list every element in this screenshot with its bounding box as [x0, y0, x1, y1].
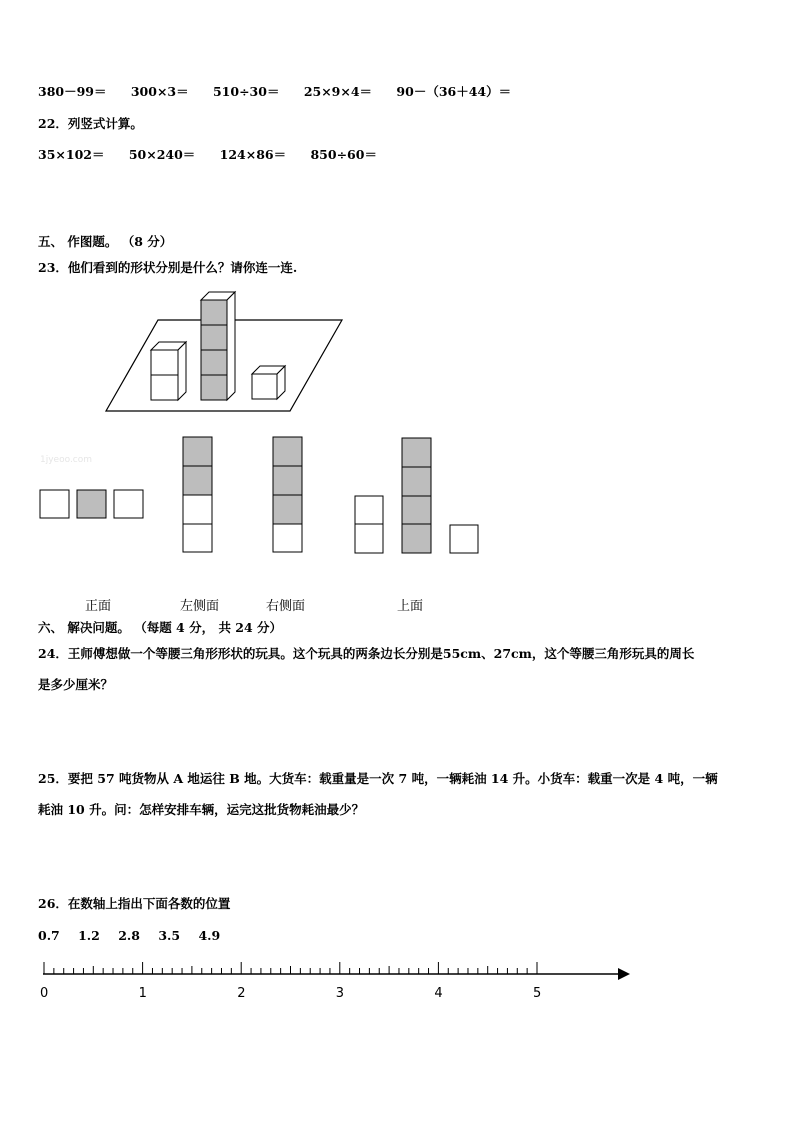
calc-item: 380－99＝	[38, 84, 107, 99]
q22-title: 22．列竖式计算。	[38, 116, 143, 131]
tall-cube-stack	[201, 292, 235, 400]
calc-item: 850÷60＝	[310, 147, 377, 162]
number-item: 1.2	[78, 928, 100, 943]
view-option-front	[40, 490, 143, 518]
number-item: 2.8	[118, 928, 140, 943]
axis-tick-label: 2	[237, 986, 246, 1001]
number-item: 0.7	[38, 928, 60, 943]
view-option-right	[273, 437, 302, 552]
view-option-top	[355, 438, 478, 553]
q25-line-1: 25．要把 57 吨货物从 A 地运往 B 地。大货车：载重量是一次 7 吨，一辆耗油 14 升。小货车：载重一次是 4 吨，一辆	[38, 771, 718, 786]
watermark: 1jyeoo.com	[40, 455, 93, 465]
axis-tick-label: 3	[335, 986, 345, 1001]
q23-title: 23．他们看到的形状分别是什么？请你连一连.	[38, 260, 298, 275]
axis-tick-label: 5	[533, 986, 542, 1001]
calc-item: 90－（36＋44）＝	[396, 84, 512, 99]
single-cube	[252, 366, 285, 399]
label-front: 正面	[85, 599, 112, 614]
label-top: 上面	[397, 599, 424, 614]
calc-item: 25×9×4＝	[303, 84, 373, 99]
number-item: 3.5	[158, 928, 181, 943]
axis-tick-label: 4	[434, 986, 443, 1001]
label-left-side: 左侧面	[180, 599, 220, 614]
axis-tick-label: 1	[138, 986, 147, 1001]
q26-title: 26．在数轴上指出下面各数的位置	[38, 896, 231, 911]
number-item: 4.9	[198, 928, 221, 943]
section-5-heading: 五、 作图题。 （8 分）	[38, 234, 173, 249]
axis-tick-label: 0	[40, 986, 49, 1001]
calc-item: 50×240＝	[128, 147, 196, 162]
number-line	[43, 962, 630, 980]
calc-item: 124×86＝	[219, 147, 287, 162]
arrow-head-icon	[618, 968, 630, 980]
label-right-side: 右侧面	[266, 599, 306, 614]
view-option-left	[183, 437, 212, 552]
calc-item: 35×102＝	[38, 147, 105, 162]
calc-item: 510÷30＝	[212, 84, 280, 99]
calc-item: 300×3＝	[130, 84, 189, 99]
q26-numbers	[38, 928, 220, 944]
q25-line-2: 耗油 10 升。问：怎样安排车辆，运完这批货物耗油最少？	[38, 802, 365, 817]
left-cube-stack	[151, 342, 186, 400]
section-6-heading: 六、 解决问题。 （每题 4 分， 共 24 分）	[38, 620, 283, 635]
q24-line-1: 24．王师傅想做一个等腰三角形形状的玩具。这个玩具的两条边长分别是55cm、27cm，这个等腰三角形玩具的周长	[38, 646, 695, 661]
q24-line-2: 是多少厘米？	[38, 677, 114, 692]
